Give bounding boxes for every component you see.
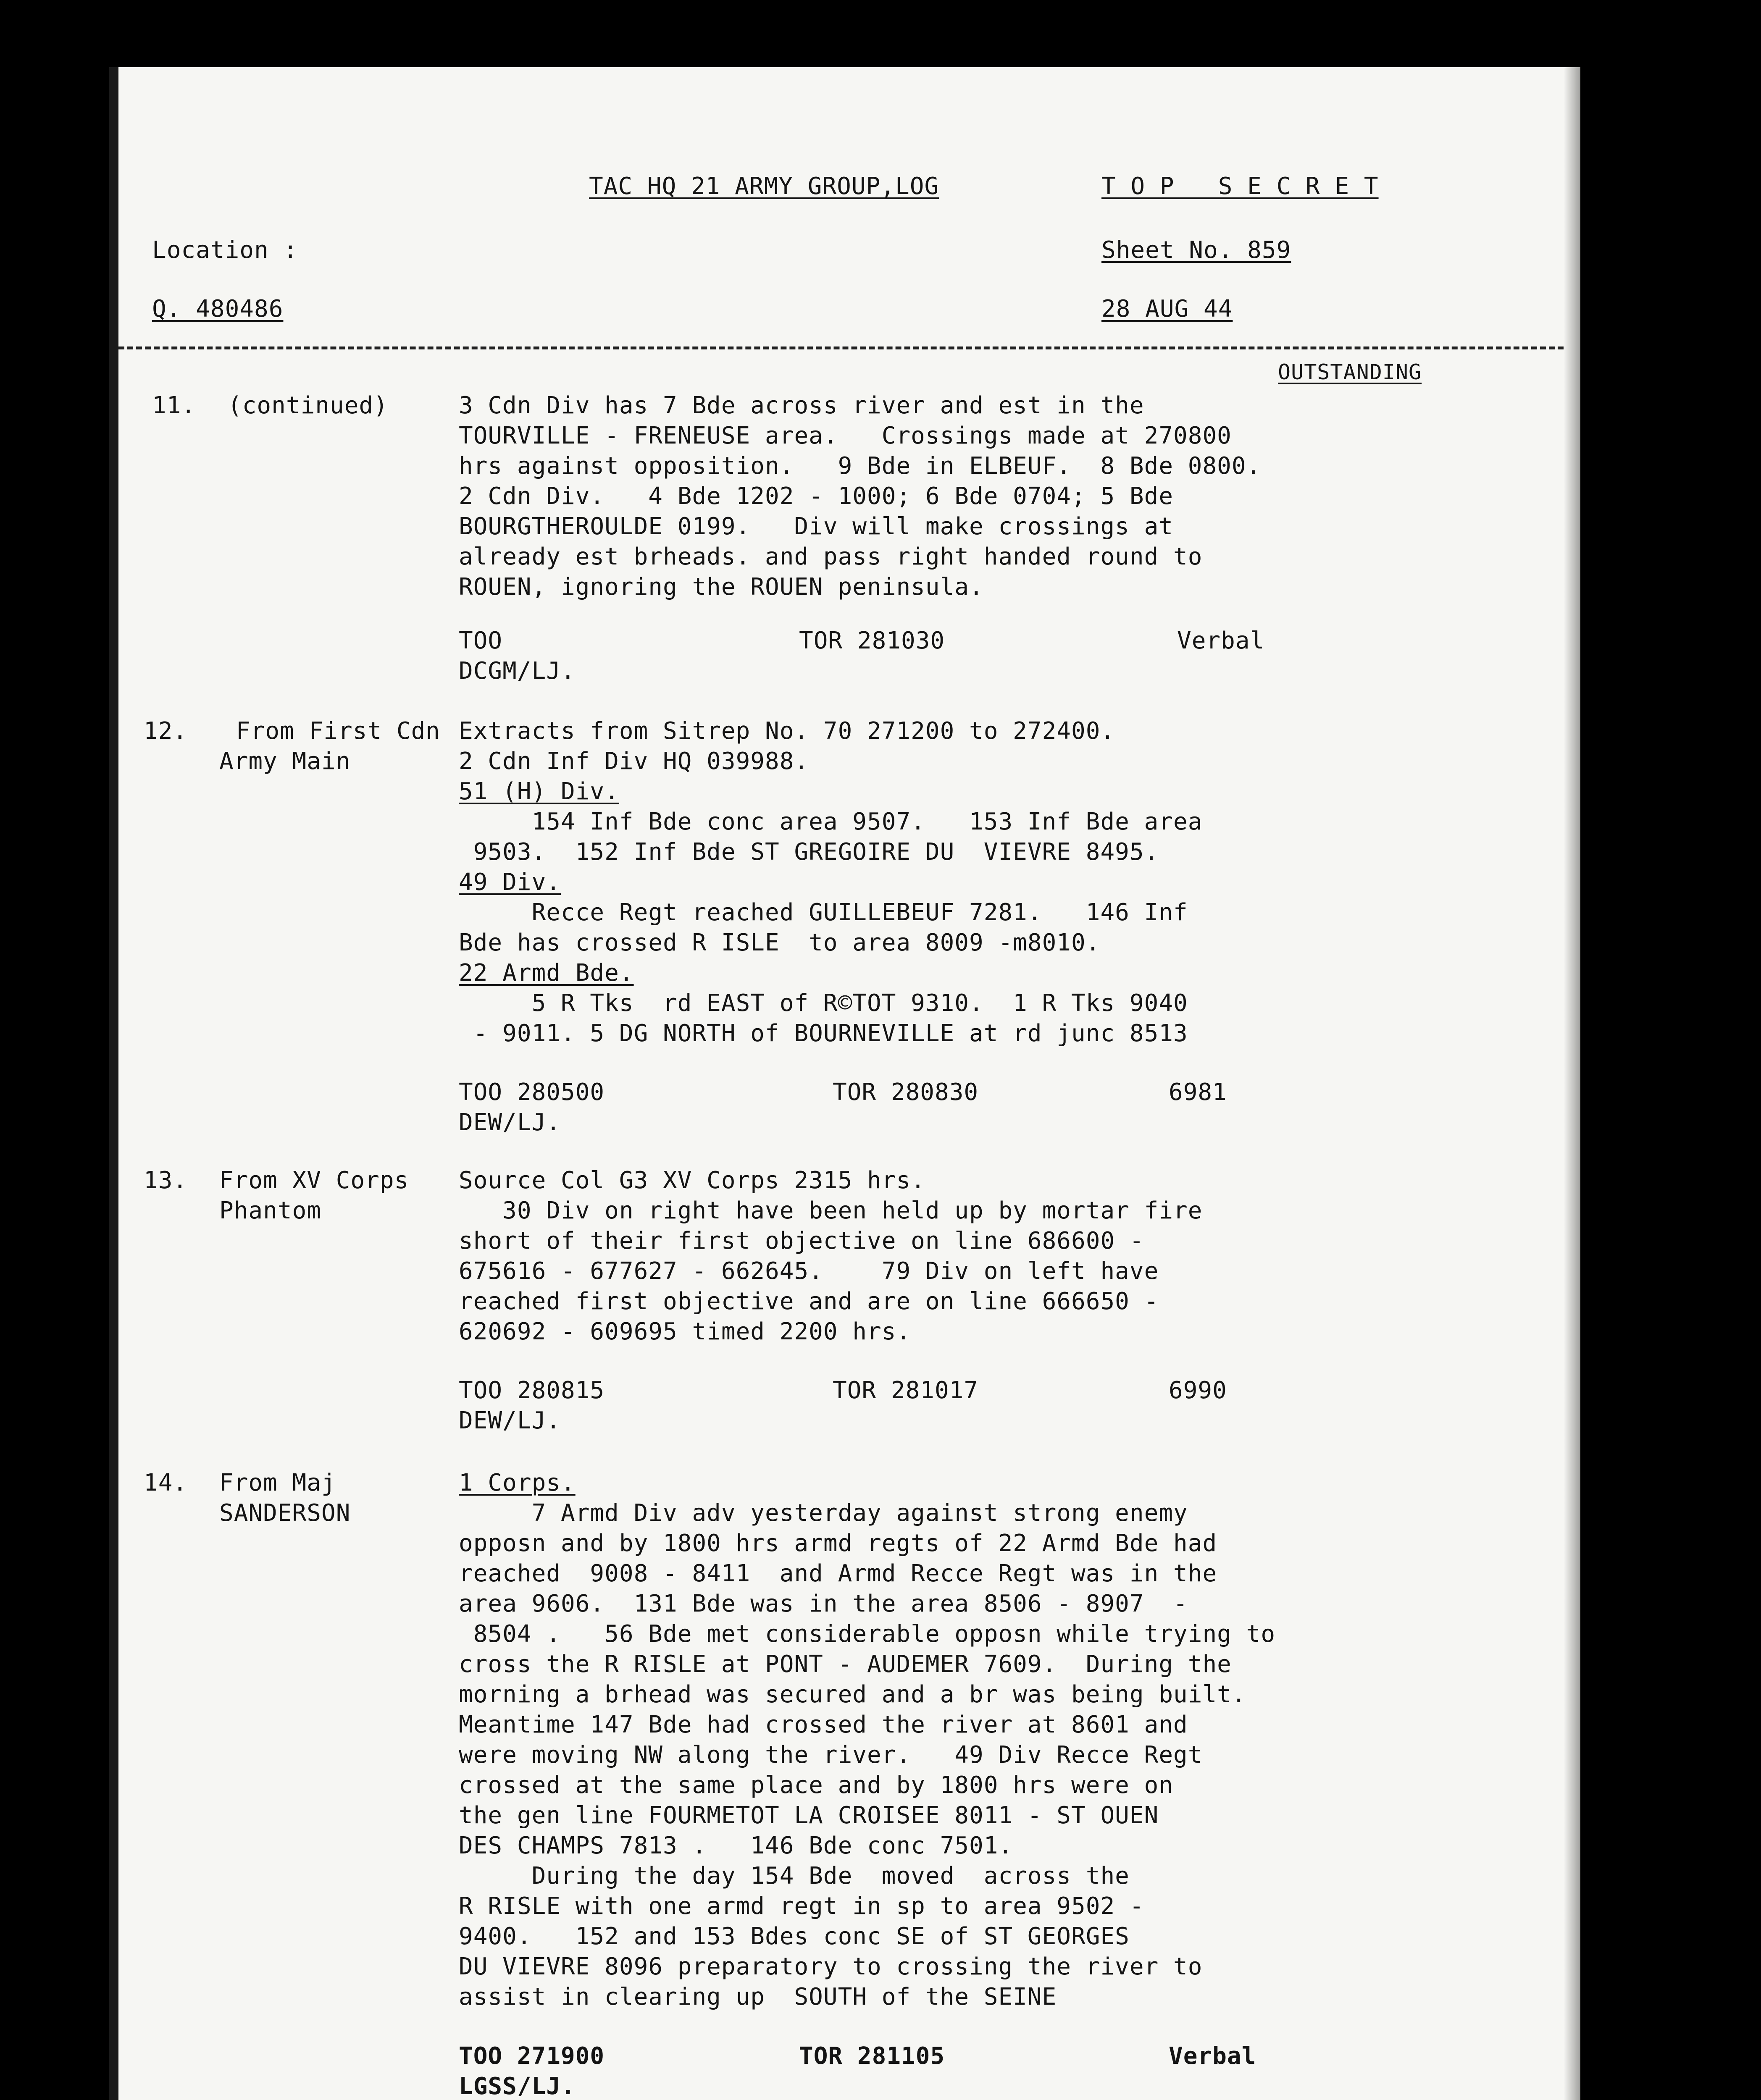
- entry-line: 7 Armd Div adv yesterday against strong enemy: [459, 1499, 1188, 1527]
- time-of-origin: TOO 271900: [459, 2042, 605, 2070]
- entry-line: ROUEN, ignoring the ROUEN peninsula.: [459, 573, 984, 601]
- entry-line: TOURVILLE - FRENEUSE area. Crossings made at 270800: [459, 422, 1232, 449]
- message-reference: Verbal: [1177, 627, 1265, 654]
- entry-line: already est brheads. and pass right handed round to: [459, 543, 1203, 570]
- entry-subheading: 49 Div.: [459, 869, 561, 896]
- entry-line: reached 9008 - 8411 and Armd Recce Regt was in the: [459, 1560, 1217, 1587]
- entry-number: 12.: [144, 717, 188, 745]
- entry-line: 2 Cdn Div. 4 Bde 1202 - 1000; 6 Bde 0704; 5 Bde: [459, 483, 1174, 510]
- entry-line: Extracts from Sitrep No. 70 271200 to 272400.: [459, 717, 1115, 745]
- entry-line: During the day 154 Bde moved across the: [459, 1862, 1130, 1890]
- sheet-number: Sheet No. 859: [1101, 236, 1291, 264]
- time-of-origin: TOO: [459, 627, 503, 654]
- entry-from: Army Main: [219, 748, 351, 775]
- initials: LGSS/LJ.: [459, 2073, 576, 2100]
- entry-line: Meantime 147 Bde had crossed the river at 8601 and: [459, 1711, 1188, 1738]
- entry-line: Recce Regt reached GUILLEBEUF 7281. 146 Inf: [459, 899, 1188, 926]
- entry-line: 9400. 152 and 153 Bdes conc SE of ST GEORGES: [459, 1923, 1130, 1950]
- message-reference: 6990: [1169, 1377, 1227, 1404]
- entry-line: Bde has crossed R ISLE to area 8009 -m8010.: [459, 929, 1101, 956]
- entry-line: the gen line FOURMETOT LA CROISEE 8011 - ST OUEN: [459, 1802, 1159, 1829]
- entry-line: Source Col G3 XV Corps 2315 hrs.: [459, 1167, 925, 1194]
- entry-line: 2 Cdn Inf Div HQ 039988.: [459, 748, 809, 775]
- entry-line: BOURGTHEROULDE 0199. Div will make crossings at: [459, 513, 1174, 540]
- entry-line: 154 Inf Bde conc area 9507. 153 Inf Bde area: [459, 808, 1203, 835]
- entry-line: reached first objective and are on line 666650 -: [459, 1288, 1159, 1315]
- initials: DEW/LJ.: [459, 1407, 561, 1434]
- classification: T O P S E C R E T: [1101, 173, 1379, 200]
- entry-line: 5 R Tks rd EAST of R©TOT 9310. 1 R Tks 9040: [459, 990, 1188, 1017]
- entry-from: From First Cdn: [236, 717, 441, 745]
- entry-number: 13.: [144, 1167, 188, 1194]
- time-of-receipt: TOR 280830: [833, 1079, 979, 1106]
- entry-number: 11.: [152, 392, 196, 419]
- entry-line: crossed at the same place and by 1800 hrs were on: [459, 1772, 1174, 1799]
- entry-line: 8504 . 56 Bde met considerable opposn while trying to: [459, 1620, 1276, 1648]
- time-of-receipt: TOR 281030: [799, 627, 945, 654]
- entry-subheading: 51 (H) Div.: [459, 778, 619, 805]
- location-value: Q. 480486: [152, 295, 284, 323]
- entry-line: DES CHAMPS 7813 . 146 Bde conc 7501.: [459, 1832, 1013, 1859]
- hq-heading: TAC HQ 21 ARMY GROUP,LOG: [589, 173, 939, 200]
- entry-line: DU VIEVRE 8096 preparatory to crossing the river to: [459, 1953, 1203, 1980]
- entry-number: 14.: [144, 1469, 188, 1496]
- entry-line: 620692 - 609695 timed 2200 hrs.: [459, 1318, 911, 1345]
- outstanding-label: OUTSTANDING: [1278, 360, 1422, 384]
- initials: DCGM/LJ.: [459, 657, 576, 685]
- entry-from: Phantom: [219, 1197, 322, 1224]
- entry-line: 3 Cdn Div has 7 Bde across river and est in the: [459, 392, 1144, 419]
- entry-line: were moving NW along the river. 49 Div Recce Regt: [459, 1741, 1203, 1769]
- time-of-origin: TOO 280815: [459, 1377, 605, 1404]
- entry-from: SANDERSON: [219, 1499, 351, 1527]
- initials: DEW/LJ.: [459, 1109, 561, 1136]
- entry-line: - 9011. 5 DG NORTH of BOURNEVILLE at rd junc 8513: [459, 1020, 1188, 1047]
- entry-subheading: 1 Corps.: [459, 1469, 576, 1496]
- time-of-origin: TOO 280500: [459, 1079, 605, 1106]
- entry-line: cross the R RISLE at PONT - AUDEMER 7609. During the: [459, 1651, 1232, 1678]
- message-reference: Verbal: [1169, 2042, 1256, 2070]
- entry-line: hrs against opposition. 9 Bde in ELBEUF. 8 Bde 0800.: [459, 452, 1261, 480]
- entry-line: 675616 - 677627 - 662645. 79 Div on left have: [459, 1257, 1159, 1285]
- location-label: Location :: [152, 236, 298, 264]
- entry-line: 9503. 152 Inf Bde ST GREGOIRE DU VIEVRE 8495.: [459, 838, 1159, 866]
- entry-line: opposn and by 1800 hrs armd regts of 22 Armd Bde had: [459, 1530, 1217, 1557]
- header-rule: [118, 346, 1564, 349]
- entry-from: From XV Corps: [219, 1167, 409, 1194]
- time-of-receipt: TOR 281017: [833, 1377, 979, 1404]
- entry-line: morning a brhead was secured and a br was being built.: [459, 1681, 1246, 1708]
- entry-line: assist in clearing up SOUTH of the SEINE: [459, 1983, 1057, 2011]
- entry-from: (continued): [228, 392, 388, 419]
- time-of-receipt: TOR 281105: [799, 2042, 945, 2070]
- entry-line: 30 Div on right have been held up by mortar fire: [459, 1197, 1203, 1224]
- entry-line: short of their first objective on line 686600 -: [459, 1227, 1144, 1255]
- page-edge-shadow: [1564, 67, 1580, 2100]
- message-reference: 6981: [1169, 1079, 1227, 1106]
- entry-line: R RISLE with one armd regt in sp to area 9502 -: [459, 1893, 1144, 1920]
- document-page: [109, 67, 1580, 2100]
- entry-subheading: 22 Armd Bde.: [459, 959, 634, 987]
- entry-line: area 9606. 131 Bde was in the area 8506 - 8907 -: [459, 1590, 1188, 1617]
- entry-from: From Maj: [219, 1469, 336, 1496]
- document-date: 28 AUG 44: [1101, 295, 1233, 323]
